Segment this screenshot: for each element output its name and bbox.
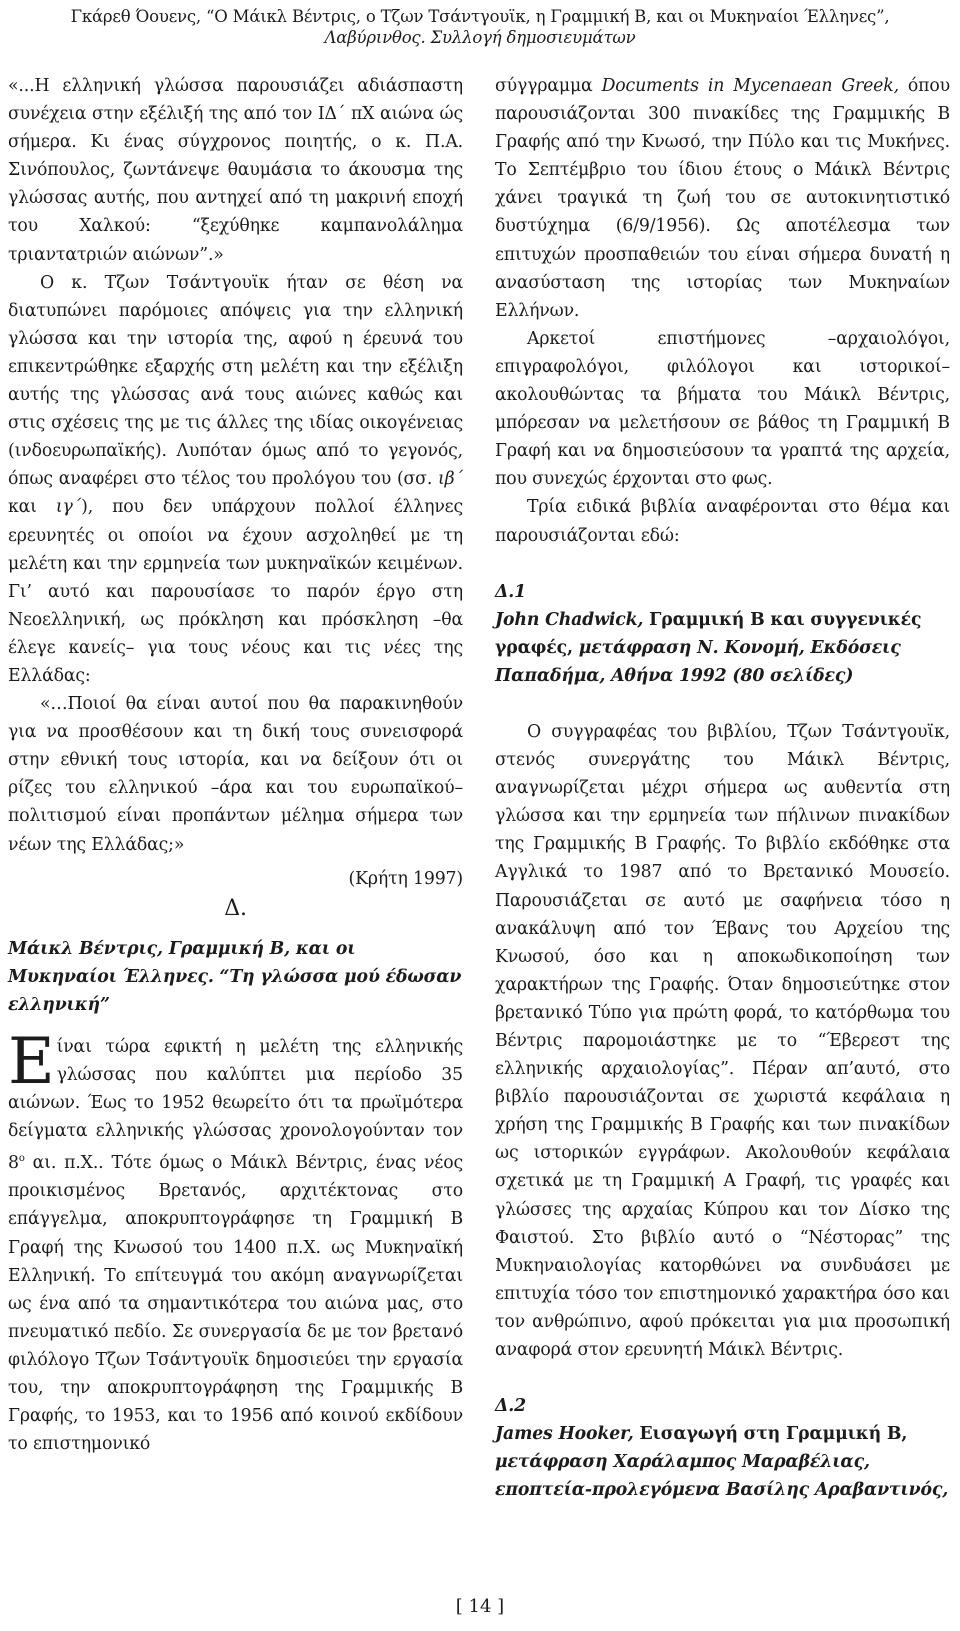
book-entry-1 — [495, 606, 950, 690]
section-title: Μάικλ Βέντρις, Γραμμική Β, και οι Μυκηναίοι Έλληνες. “Τη γλώσσα μού έδωσαν ελληνική” — [8, 938, 462, 1015]
body-paragraph-cont — [495, 72, 950, 325]
text-run: και — [8, 497, 37, 518]
page-ref: ιγ΄ — [55, 497, 82, 518]
book-title: Documents in Mycenaean Greek, — [601, 76, 899, 96]
section-mark: Δ. — [224, 895, 247, 921]
page-ref: ιβ΄ — [438, 469, 463, 490]
quote-paragraph: «...Η ελληνική γλώσσα παρουσιάζει αδιάσπαστη συνέχεια στην εξέλιξή της από τον ΙΔ΄ πΧ αιώνα ώς σήμερα. Κι ένας σύγχρονος ποιητής, ο κ. Π.Α. Σινόπουλος, ζωντάνεψε θαυμάσια το άκουσμα της γλώσσας αυτής, που αντηχεί από τη μακρινή εποχή του Χαλκού: “ξεχύθηκε καμπανολάλημα τριαντατριών αιώνων”.» — [8, 76, 463, 265]
header-line-2: Λαβύρινθος. Συλλογή δημοσιευμάτων — [324, 28, 636, 47]
header-line-1: Γκάρεθ Όουενς, “Ο Μάικλ Βέντρις, ο Τζων Τσάντγουϊκ, η Γραμμική Β, και οι Μυκηναίοι Έλληνες”, — [70, 7, 890, 26]
running-header — [0, 6, 960, 48]
body-paragraph-4: Ο συγγραφέας του βιβλίου, Τζων Τσάντγουϊκ, στενός συνεργάτης του Μάικλ Βέντρις, αναγνωρίζεται μέχρι σήμερα ως αυθεντία στη γλώσσα και την ερμηνεία των πήλινων πινακίδων της Γραμμικής Β Γραφής. Το βιβλίο εκδόθηκε στα Αγγλικά το 1987 από το Βρετανικό Μουσείο. Παρουσιάζεται σε αυτό με σαφήνεια τόσο η ανακάλυψη από τον Έβανς του Αρχείου της Κνωσού, όσο και η αποκωδικοποίηση των χαρακτήρων της Γραφής. Όταν δημοσιεύτηκε στον βρετανικό Τύπο για πρώτη φορά, το κατόρθωμα του Βέντρις παρομοιάστηκε με το “Έβερεστ της ελληνικής αρχαιολογίας”. Πέραν απ’αυτό, στο βιβλίο παρουσιάζονται σε χωριστά κεφάλαια η χρήση της Γραμμικής Β Γραφής και των πινακίδων ως ιστορικών εγγράφων. Ακολουθούν κεφάλαια σχετικά με τη Γραμμική Α Γραφή, τις γραφές και γλώσσες της αρχαίας Κύπρου και τον Δίσκο της Φαιστού. Στο βιβλίο αυτό ο “Νέστορας” της Μυκηναιολογίας κατορθώνει να συνδυάσει με επιτυχία τόσο τον επιστημονικό χαρακτήρα όσο και τον ανθρώπινο, αφού πρόκειται για μια προσωπική αναφορά στον ερευνητή Μάικλ Βέντρις. — [495, 721, 950, 1361]
book-details: μετάφραση Ν. Κονομή, Εκδόσεις Παπαδήμα, Αθήνα 1992 (80 σελίδες) — [495, 637, 901, 686]
text-run: σύγγραμμα — [495, 76, 602, 96]
text-run: όπου παρουσιάζονται 300 πινακίδες της Γραμμικής Β Γραφής από την Κνωσό, την Πύλο και τις Μυκήνες. Το Σεπτέμβριο του ίδιου έτους ο Μάικλ Βέντρις χάνει τραγικά τη ζωή του σε αυτοκινητιστικό δυστύχημα (6/9/1956). Ως αποτέλεσμα των επιτυχών προσπαθειών του είναι σήμερα δυνατή η ανασύσταση της ιστορίας των Μυκηναίων Ελλήνων. — [495, 76, 950, 321]
place-date: (Κρήτη 1997) — [348, 868, 463, 889]
text-run: Ο κ. Τζων Τσάντγουϊκ ήταν σε θέση να διατυπώνει παρόμοιες απόψεις για την ελληνική γλώσσα και την ιστορία της, αφού η έρευνά του επικεντρώθηκε εξαρχής στη μελέτη και την εξέλιξη αυτής της γλώσσας ανά τους αιώνες καθώς και στις σχέσεις της με τις άλλες της ιδίας οικογένειας (ινδοευρωπαϊκής). Λυπόταν όμως από το γεγονός, όπως αναφέρει στο τέλος του προλόγου του (σσ. — [8, 272, 463, 490]
body-paragraph-1 — [8, 269, 463, 690]
text-run: ), που δεν υπάρχουν πολλοί έλληνες ερευνητές οι οποίοι να έχουν ασχοληθεί με τη μελέτη και την ερμηνεία των μυκηναϊκών κειμένων. Γι’ αυτό και παρουσίασε το παρόν έργο στη Νεοελληνική, ως πρόκληση και πρόσκληση –θα έλεγε κανείς– για τους νέους και τις νέες της Ελλάδας: — [8, 497, 464, 686]
author: James Hooker, — [495, 1424, 640, 1445]
book-title: Εισαγωγή στη Γραμμική Β, — [639, 1424, 908, 1445]
book-details: μετάφραση Χαράλαμπος Μαραβέλιας, εποπτεία-προλεγόμενα Βασίλης Αραβαντινός, — [495, 1452, 949, 1501]
author: John Chadwick, — [495, 609, 650, 630]
book-title: Γραμμική Β και συγγενικές γραφές, — [495, 609, 922, 658]
right-column — [495, 72, 950, 1505]
superscript: ο — [18, 1153, 25, 1165]
body-paragraph-2: Αρκετοί επιστήμονες –αρχαιολόγοι, επιγραφολόγοι, φιλόλογοι και ιστορικοί– ακολουθώντας τα βήματα του Μάικλ Βέντρις, μπόρεσαν να μελετήσουν σε βάθος τη Γραμμική Β Γραφή και να δημοσιεύσουν τα γραπτά της αρχεία, που συνεχώς έρχονται στο φως. — [495, 328, 950, 490]
book-entry-2 — [495, 1420, 950, 1504]
closing-quote-paragraph: «…Ποιοί θα είναι αυτοί που θα παρακινηθούν για να προσθέσουν και τη δική τους συνεισφορά στην εθνική τους ιστορία, και να δείξουν ότι οι ρίζες του ελληνικού –άρα και του ευρωπαϊκού– πολιτισμού είναι προπάντων μέλημα σήμερα των νέων της Ελλάδας;» — [8, 694, 463, 855]
left-column — [8, 72, 463, 1458]
text-run: Είναι τώρα εφικτή η μελέτη της ελληνικής γλώσσας που καλύπτει μια περίοδο 35 αιώνων. Έως το 1952 θεωρείτο ότι τα πρωϊμότερα δείγματα ελληνικής γλώσσας χρονολογούνταν τον 8 — [8, 1025, 463, 1174]
body-paragraph-3: Τρία ειδικά βιβλία αναφέρονται στο θέμα και παρουσιάζονται εδώ: — [495, 497, 950, 546]
subsection-mark-2: Δ.2 — [495, 1396, 526, 1417]
subsection-mark-1: Δ.1 — [495, 581, 526, 602]
page-number: [ 14 ] — [455, 1596, 505, 1617]
text-run: αι. π.Χ.. Τότε όμως ο Μάικλ Βέντρις, ένας νέος προικισμένος Βρετανός, αρχιτέκτονας στο επάγγελμα, αποκρυπτογράφησε τη Γραμμική Β Γραφή της Κνωσού του 1400 π.Χ. ως Μυκηναϊκή Ελληνική. Το επίτευγμά του ακόμη αναγνωρίζεται ως ένα από τα σημαντικότερα του αιώνα μας, στο πνευματικό πεδίο. Σε συνεργασία δε με τον βρετανό φιλόλογο Τζων Τσάντγουϊκ δημοσιεύει την εργασία του, την αποκρυπτογράφηση της Γραμμικής Β Γραφής, το 1953, και το 1956 από κοινού εκδίδουν το επιστημονικό — [8, 1153, 463, 1455]
dropcap-paragraph — [8, 1025, 463, 1458]
